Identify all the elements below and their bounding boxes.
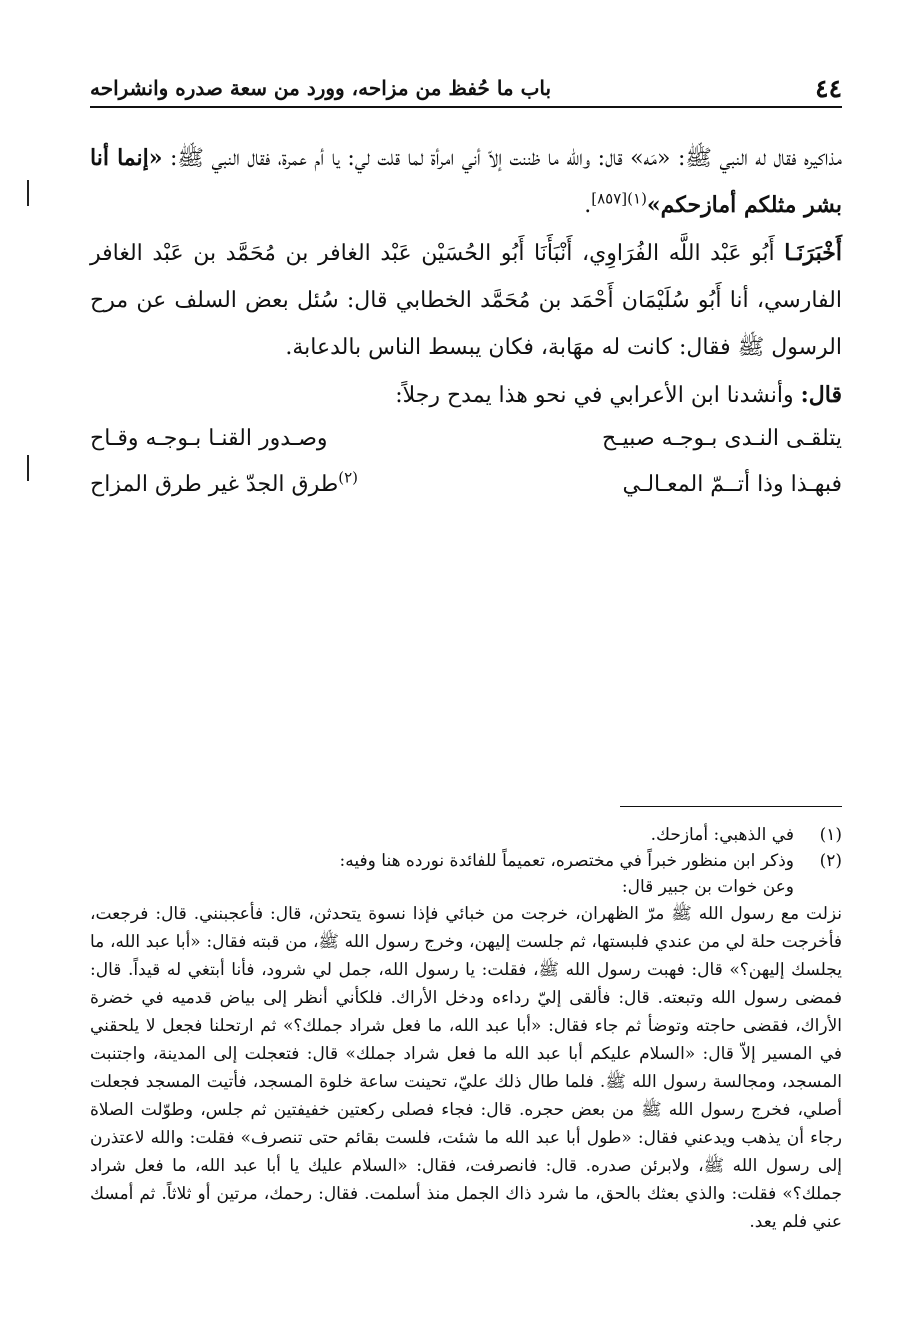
paragraph-text: وأنشدنا ابن الأعرابي في نحو هذا يمدح رجلاً: [395, 383, 801, 408]
paragraph-hadith-end [90, 135, 842, 229]
paragraph-poem-intro [90, 372, 842, 419]
footnote-divider [620, 806, 842, 807]
paragraph-end: . [584, 193, 592, 218]
verse-line [90, 462, 842, 508]
hemistich-text: طرق الجدّ غير طرق المزاح [90, 472, 339, 497]
verse-line [90, 416, 842, 462]
paragraph-isnad [90, 230, 842, 371]
footnote-1 [90, 822, 842, 848]
page-header [90, 72, 842, 108]
paragraph-text: أَبُو عَبْد اللَّه الفُرَاوِي، أَنْبَأَنَا أَبُو الحُسَيْن عَبْد الغافر بن مُحَمَّد بن عَبْد الغافر الفارسي، أنا أَبُو سُلَيْمَان أَحْمَد بن مُحَمَّد الخطابي قال: سُئل بعض السلف عن مرح الرسول ﷺ فقال: كانت له مهَابة، فكان يبسط الناس بالدعابة. [90, 241, 842, 360]
footnote-reference: (٢) [338, 468, 359, 487]
margin-mark [27, 455, 29, 481]
footnote-number: (٢) [819, 851, 842, 871]
verse-second-hemistich [90, 462, 435, 508]
footnote-text: وعن خوات بن جبير قال: [621, 877, 794, 897]
verse-second-hemistich: وصـدور القنـا بـوجـه وقـاح [90, 426, 328, 451]
isnad-start: أَخْبَرَنَـا [784, 240, 842, 266]
footnote-narrative: نزلت مع رسول الله ﷺ مرّ الظهران، خرجت من خبائي فإذا نسوة يتحدثن، قال: فأعجبنني. قال: فرجعت، فأخرجت حلة لي من عندي فلبستها، ثم جلست إليهن، وخرج رسول الله ﷺ، من قبته فقال: «أبا عبد الله، ما يجلسك إليهن؟» قال: فهبت رسول الله ﷺ، فقلت: يا رسول الله، جمل لي شرود، فأنا أبتغي له قيداً. قال: فمضى رسول الله وتبعته. قال: فألقى إليّ رداءه ودخل الأراك. فلكأني أنظر إلى بياض قدميه في خضرة الأراك، فقضى حاجته وتوضأ ثم جاء فقال: «أبا عبد الله، ما فعل شراد جملك؟» ثم ارتحلنا فجعل لا يلحقني في المسير إلاّ قال: «السلام عليكم أبا عبد الله ما فعل شراد جملك» قال: فتعجلت إلى المدينة، واجتنبت المسجد، ومجالسة رسول الله ﷺ. فلما طال ذلك عليّ، تحينت ساعة خلوة المسجد، فأتيت المسجد فجعلت أصلي، فخرج رسول الله ﷺ من بعض حجره. قال: فجاء فصلى ركعتين خفيفتين ثم جلس، وطوّلت الصلاة رجاء أن يذهب ويدعني فقال: «طول أبا عبد الله ما شئت، فلست بقائم حتى تنصرف» فقلت: والله لاعتذرن إلى رسول الله ﷺ، ولابرئن صدره. قال: فانصرفت، فقال: «السلام عليك يا أبا عبد الله، ما فعل شراد جملك؟» فقلت: والذي بعثك بالحق، ما شرد ذاك الجمل منذ أسلمت. فقال: رحمك، مرتين أو ثلاثاً. ثم أمسك عني فلم يعد. [90, 904, 842, 1232]
qal-word: قال: [800, 382, 842, 408]
poem [90, 416, 842, 508]
running-title: باب ما حُفظ من مزاحه، وورد من سعة صدره وانشراحه [90, 76, 552, 100]
footnote-reference: (١)[٨٥٧] [591, 189, 647, 208]
footnotes [90, 822, 842, 1236]
footnote-2 [90, 848, 842, 900]
paragraph-text: مذاكيره فقال له النبي ﷺ: «مَه» قال: والله ما ظننت إلاّ أني امرأة لما قلت لي: يا أم عمرة، فقال النبي ﷺ: [162, 146, 842, 171]
verse-first-hemistich: يتلقـى النـدى بـوجـه صبيـح [602, 426, 842, 451]
hadith-quote: «إنما أنا بشر مثلكم أمازحكم» [90, 145, 842, 218]
footnote-text: وذكر ابن منظور خبراً في مختصره، تعميماً للفائدة نورده هنا وفيه: [339, 851, 794, 871]
footnote-text: في الذهبي: أمازحك. [650, 825, 794, 845]
footnote-number: (١) [819, 825, 842, 845]
verse-first-hemistich: فبهـذا وذا أتــمّ المعـالـي [622, 472, 842, 497]
margin-mark [27, 180, 29, 206]
page-number: ٤٤ [815, 74, 842, 103]
